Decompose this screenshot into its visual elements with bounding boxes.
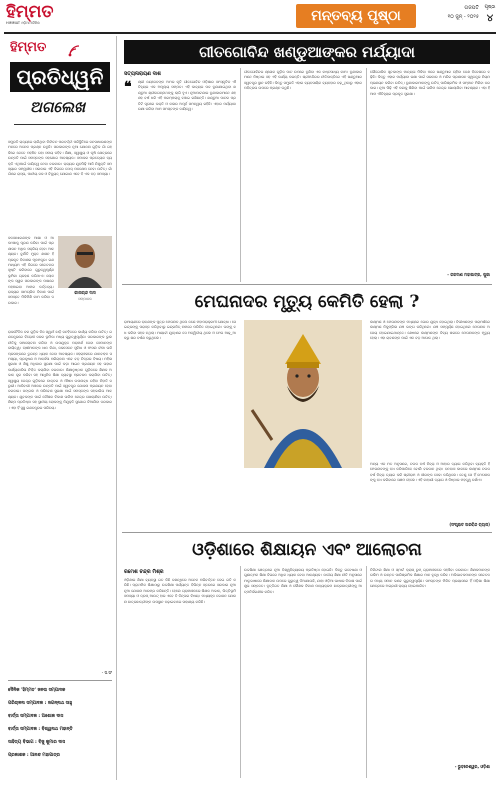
masthead	[0, 0, 500, 32]
article1-headline: ଗୀତଗୋବିନ୍ଦ ଖଣ୍ଡୁଆଙ୍କର ମର୍ଯ୍ୟାଦା	[199, 43, 415, 61]
article1-author-footer: - ଜଗଦୀଶ ମହାପାତ୍ର, ପୁରୀ	[447, 272, 490, 277]
section-title: ମନ୍ତବ୍ୟ ପୃଷ୍ଠା	[311, 8, 401, 24]
editorial-body-1: ସମ୍ପ୍ରତି ରାଜ୍ୟରେ ଚାଲିଥିବା ନିର୍ବାଚନ ପରବର୍ତ୍ତୀ ପରିସ୍ଥିତିରେ ଜନସାଧାରଣଙ୍କ ମନରେ ଅନେକ ପ୍ରଶ୍ନ ଉଠୁଛି। ସରକାରଙ୍କ ନୂଆ ଯୋଜନା ଗୁଡ଼ିକ ଗାଁ ଗହଳିରେ କେତେ ପହଞ୍ଚିବ ତାହା ସମୟ କହିବ। ଶିକ୍ଷା, ସ୍ୱାସ୍ଥ୍ୟ ଓ କୃଷି କ୍ଷେତ୍ରରେ ଉନ୍ନତି ପାଇଁ ସମସ୍ତଙ୍କ ସହଯୋଗ ଆବଶ୍ୟକ। ସମାଜର ପ୍ରତ୍ୟେକ ବ୍ୟକ୍ତି ଏଥିପାଇଁ ଦାୟିତ୍ୱ ନେବା ଦରକାର। ରାଜ୍ୟର ଯୁବପିଢ଼ି ଆଜି ନିଯୁକ୍ତି ସମସ୍ୟାର ସମ୍ମୁଖୀନ। ସରକାର ଏହି ଦିଗରେ ଠୋସ୍ ପଦକ୍ଷେପ ନେବା ଉଚିତ୍। ଗାଁ ଗାଁରେ ରାସ୍ତା, ପାନୀୟ ଜଳ ଓ ବିଦ୍ୟୁତ୍ ଯୋଗାଣ ଏବେ ବି ଏକ ବଡ଼ ସମସ୍ୟା।	[8, 140, 112, 177]
left-column-divider	[116, 36, 117, 780]
article2-author-footer: (ସଂଗୃହୀତ ଅରବିନ୍ଦ ବ୍ୟାସ)	[449, 522, 490, 527]
article1-bottom-rule	[122, 284, 492, 285]
author-photo	[58, 236, 112, 288]
credits-line-2: ପରିଚାଳନା ସମ୍ପାଦକ : ଜଗନ୍ନାଥ ସାହୁ	[8, 701, 73, 706]
column-divider-2	[366, 68, 367, 282]
article1-body-a: ଶ୍ରୀ ଜୟଦେବଙ୍କ ଅମର କୃତି ଗୀତଗୋବିନ୍ଦ ଓଡ଼ିଶାର ସାଂସ୍କୃତିକ ଐତିହ୍ୟର ଏକ ଅମୂଲ୍ୟ ସମ୍ପଦ। ଏହି କାବ୍ୟର ପଦ ବୁଣାଯାଇଥିବା ଖଣ୍ଡୁଆ ଶ୍ରୀଜଗନ୍ନାଥଙ୍କୁ ଲାଗି ହୁଏ। ନୂଆପାଟଣାର ବୁଣାକାରମାନେ ଶହ ଶହ ବର୍ଷ ଧରି ଏହି ପରମ୍ପରାକୁ ବଞ୍ଚାଇ ରଖିଛନ୍ତି। ଖଣ୍ଡୁଆ ପାଟର ପ୍ରତିଟି ସୂତାରେ ଭକ୍ତି ଓ କଳାର ଅପୂର୍ବ ସମନ୍ୱୟ ରହିଛି। ଏହାର ମର୍ଯ୍ୟାଦା ରକ୍ଷା କରିବା ଆମ ସମସ୍ତଙ୍କ ଦାୟିତ୍ୱ।	[138, 80, 236, 112]
section-title-banner	[296, 4, 416, 28]
masthead-logo	[6, 3, 66, 27]
credits-line-1: ଦୈନିକ 'ହିମ୍ମତ' ଜନତା ସମ୍ପାଦକ	[8, 688, 66, 693]
article2-headline: ମେଘନାଦର ମୃତ୍ୟୁ କେମିତି ହେଲା ?	[194, 292, 420, 312]
credits-rule	[8, 680, 112, 681]
article1-headline-bar	[124, 40, 490, 64]
credits-box	[8, 684, 112, 774]
drop-cap-ornament: ❝	[124, 79, 132, 95]
broadcast-icon	[68, 42, 82, 54]
article1-body-b: ଗୀତଗୋବିନ୍ଦର ଶ୍ଳୋକ ଗୁଡ଼ିକ ପାଟ ଉପରେ ବୁଣିବା ଏକ କଷ୍ଟସାଧ୍ୟ କାମ। ବୁଣାକାରମାନେ ନିଷ୍ଠାର ସହ ଏହି କାର୍ଯ୍ୟ କରନ୍ତି। ଶ୍ରୀମନ୍ଦିରର ନୀତିକାନ୍ତିରେ ଏହି ଖଣ୍ଡୁଆର ସ୍ୱତନ୍ତ୍ର ସ୍ଥାନ ରହିଛି। କିନ୍ତୁ ସମ୍ପ୍ରତି ଏହାର ବ୍ୟବସାୟିକ ବ୍ୟବହାର ବଢ଼ୁଥିବାରୁ ଏହାର ପବିତ୍ରତା ଉପରେ ପ୍ରଶ୍ନ ଉଠୁଛି।	[244, 70, 362, 91]
editorial-body-2: ଜନସାଧାରଣଙ୍କ ଆଶା ଓ ଆକାଂକ୍ଷାକୁ ପୂରଣ କରିବା ପାଇଁ ପ୍ରଶାସନ ଅଧିକ ସକ୍ରିୟ ହେବା ଆବଶ୍ୟକ। ଦୁର୍ନୀତି ମୁକ୍ତ ଶାସନ ହିଁ ପ୍ରକୃତ ବିକାଶର ମୂଳମନ୍ତ୍ର। ଗଣମାଧ୍ୟମ ଏହି ଦିଗରେ ସଚେତନତା ସୃଷ୍ଟି କରିବାରେ ଗୁରୁତ୍ୱପୂର୍ଣ୍ଣ ଭୂମିକା ଗ୍ରହଣ କରିଥାଏ। ଲୋକଙ୍କ ସ୍ୱର ସରକାରଙ୍କ ପାଖରେ ପହଞ୍ଚାଇବା ଆମର କର୍ତ୍ତବ୍ୟ। ରାଜ୍ୟର ସାମଗ୍ରିକ ବିକାଶ ପାଇଁ ସମସ୍ତେ ମିଳିମିଶି କାମ କରିବା ଦରକାର।	[8, 236, 54, 305]
logo-text: ହିମ୍ମତ	[6, 2, 54, 22]
logo-sub: HIMMAT ଓଡ଼ିଆ ଦୈନିକ	[6, 21, 40, 25]
masthead-rule	[4, 32, 496, 34]
article3-author-footer: - ଭୁବନେଶ୍ୱର, ଓଡ଼ିଶା	[454, 764, 490, 769]
meghnad-illustration	[244, 320, 362, 468]
article3-headline: ଓଡ଼ିଶାରେ ଶିକ୍ଷାୟନ ଏବଂ ଆଲୋଚନା	[192, 540, 422, 560]
masthead-date: ୧୦ ଜୁନ୍ - ୨୦୨୫	[447, 14, 479, 20]
article2-body-a: ରାମାୟଣରେ ରାବଣଙ୍କ ପୁତ୍ର ମେଘନାଦ ଥିଲେ ଜଣେ ମହାପରାକ୍ରମୀ ଯୋଦ୍ଧା। ସେ ଇନ୍ଦ୍ରଙ୍କୁ ପରାସ୍ତ କରିଥିବାରୁ ଇନ୍ଦ୍ରଜିତ୍ ନାମରେ ପରିଚିତ ହୋଇଥିଲେ। ତାଙ୍କୁ ବଧ କରିବା ସହଜ ନଥିଲା। ମାୟାବୀ ଯୁଦ୍ଧରେ ସେ ଅଦ୍ୱିତୀୟ ଥିଲେ ଓ ମେଘ ଆଢ଼ୁଆଳରୁ ଶର ବର୍ଷଣ କରୁଥିଲେ।	[124, 320, 236, 341]
page-number-block	[482, 4, 498, 28]
brand-box	[8, 38, 112, 134]
brand-line-2: ପ୍ରତିଧ୍ୱନି	[10, 62, 110, 92]
author-role: ସମ୍ପାଦକ	[78, 297, 92, 301]
editorial-body-3: ରାଜନୈତିକ ଦଳ ଗୁଡ଼ିକ ନିଜ ସ୍ୱାର୍ଥ ଛାଡ଼ି ଜନହିତରେ କାର୍ଯ୍ୟ କରିବା ଉଚିତ୍। ଗଣତନ୍ତ୍ରରେ ବିରୋଧୀ ଦଳର ଭୂମିକା ମଧ୍ୟ ଗୁରୁତ୍ୱପୂର୍ଣ୍ଣ। ସରକାରଙ୍କ ଭୁଲ ନୀତିକୁ ସମାଲୋଚନା କରିବା ଓ ଉପଯୁକ୍ତ ପରାମର୍ଶ ଦେବା ସେମାନଙ୍କ ଦାୟିତ୍ୱ। ଚାଷୀମାନଙ୍କ ଧାନ କିଣା, ଜଳସେଚନ ସୁବିଧା ଓ ଫସଲ ବୀମା ଭଳି ପ୍ରସଙ୍ଗରେ ତୁରନ୍ତ ଧ୍ୟାନ ଦେବା ଆବଶ୍ୟକ। ସହରାଞ୍ଚଳରେ ଯାନବାହନ ସମସ୍ୟା, ପ୍ରଦୂଷଣ ଓ ଆବର୍ଜନା ପରିଚାଳନା ଏବେ ବଡ଼ ଚିନ୍ତାର ବିଷୟ। ମହିଳା ସୁରକ୍ଷା ଓ ଶିଶୁ ଅଧିକାର ସୁରକ୍ଷା ପାଇଁ କଡ଼ା ଆଇନ ପ୍ରଣୟନ ସହ ତାହାର କାର୍ଯ୍ୟକାରିତା ନିଶ୍ଚିତ କରାଯିବା ଦରକାର। ଶିକ୍ଷାନୁଷ୍ଠାନ ଗୁଡ଼ିକରେ ଶିକ୍ଷକ ଅଭାବ ଦୂର କରିବା ସହ ଆଧୁନିକ ଶିକ୍ଷା ବ୍ୟବସ୍ଥା ପ୍ରଚଳନ କରାଯିବା ଉଚିତ୍। ସ୍ୱାସ୍ଥ୍ୟ କେନ୍ଦ୍ର ଗୁଡ଼ିକରେ ଡାକ୍ତର ଓ ଔଷଧ ଉପଲବ୍ଧ ରହିବା ନିହାତି ଜରୁରୀ। ଆଦିବାସୀ ଅଞ୍ଚଳର ଉନ୍ନତି ପାଇଁ ସ୍ୱତନ୍ତ୍ର ଯୋଜନା ପ୍ରଣୟନ ହେବା ଦରକାର। ଜଙ୍ଗଲ ଓ ପରିବେଶ ସୁରକ୍ଷା ପାଇଁ ସମସ୍ତଙ୍କ ସହଭାଗିତା ଆବଶ୍ୟକ। ଯୁବକଙ୍କ ପାଇଁ କୌଶଳ ବିକାଶ ତାଲିମ କେନ୍ଦ୍ର ଖୋଲାଯିବା ଉଚିତ୍। ଶିଳ୍ପ ପ୍ରତିଷ୍ଠା ସହ ସ୍ଥାନୀୟ ଲୋକଙ୍କୁ ନିଯୁକ୍ତି ସୁଯୋଗ ଦିଆଯିବା ଦରକାର। ଏହା ହିଁ ସୁସ୍ଥ ଗଣତନ୍ତ୍ରର ପରିଚୟ।	[8, 330, 112, 410]
article1-body-c: ଭୌଗୋଳିକ ସୂଚକାଙ୍କ ମାନ୍ୟତା ମିଳିବା ପରେ ଖଣ୍ଡୁଆର ଚାହିଦା ଦେଶ ବିଦେଶରେ ବଢ଼ିଛି। କିନ୍ତୁ ଏହାର ମର୍ଯ୍ୟାଦା ରକ୍ଷା ପାଇଁ ସରକାର ଓ ମନ୍ଦିର ପ୍ରଶାସନ ସ୍ୱତନ୍ତ୍ର ନିୟମ ପ୍ରଣୟନ କରିବା ଉଚିତ୍। ବୁଣାକାରମାନଙ୍କୁ ଉଚିତ୍ ପାରିଶ୍ରମିକ ଓ ସମ୍ମାନ ମିଳିବା ଦରକାର। ନୂଆ ପିଢ଼ି ଏହି କଳାକୁ ଶିଖିବା ପାଇଁ ତାଲିମ କେନ୍ଦ୍ର ଖୋଲାଯିବା ଆବଶ୍ୟକ। ଏହା ହିଁ ଆମ ଐତିହ୍ୟର ପ୍ରକୃତ ସୁରକ୍ଷା।	[370, 70, 490, 96]
brand-line-1: ହିମ୍ମତ	[10, 40, 47, 55]
editorial-signoff: - ସ.ସଂ	[101, 670, 112, 675]
credits-line-4: ବାର୍ତ୍ତା ସମ୍ପାଦକ : ବିଶ୍ୱନାଥ ମହାନ୍ତି	[8, 727, 73, 732]
credits-line-6: ପ୍ରକାଶକ : ଆନନ୍ଦ ମହାପାତ୍ର	[8, 753, 60, 758]
page-label: ପୃଷ୍ଠା	[484, 5, 496, 10]
credits-line-3: ବାର୍ତ୍ତା ସମ୍ପାଦକ : ଅଶୋକ ଦାସ	[8, 714, 64, 719]
page-number: ୪	[486, 13, 494, 24]
author-name: କାଳାଚାନ୍ଦ ଦାସ	[74, 290, 96, 295]
article2-body-b: ଲକ୍ଷ୍ମଣ ଓ ମେଘନାଦଙ୍କ ମଧ୍ୟରେ ଘୋର ଯୁଦ୍ଧ ହୋଇଥିଲା। ବିଭୀଷଣଙ୍କ ପରାମର୍ଶରେ ଲକ୍ଷ୍ମଣ ନିକୁମ୍ଭିଳା ଯଜ୍ଞ ଭଙ୍ଗ କରିଥିଲେ। ଯଜ୍ଞ ସମ୍ପୂର୍ଣ୍ଣ ହୋଇଥିଲେ ମେଘନାଦ ଅଜେୟ ହୋଇଯାଇଥାନ୍ତେ। ଶେଷରେ ଲକ୍ଷ୍ମଣଙ୍କ ଦିବ୍ୟ ଶରରେ ମେଘନାଦଙ୍କ ମୃତ୍ୟୁ ହେଲା। ଏହା ରାବଣଙ୍କ ପାଇଁ ଏକ ବଡ଼ ଆଘାତ ଥିଲା।	[370, 320, 490, 341]
masthead-city: ଗଜପତି	[464, 5, 479, 11]
brand-line-3: ଅଗଲେଖ	[30, 98, 86, 116]
column-divider-3	[240, 566, 241, 778]
article3-body-a: ଓଡ଼ିଶାର ଶିକ୍ଷା ବ୍ୟବସ୍ଥା ଗତ କିଛି ଦଶନ୍ଧିରେ ଅନେକ ପରିବର୍ତ୍ତନ ଦେଇ ଗତି କରିଛି। ପ୍ରାଥମିକ ଶିକ୍ଷାଠାରୁ ଉଚ୍ଚଶିକ୍ଷା ପର୍ଯ୍ୟନ୍ତ ବିଭିନ୍ନ ସ୍ତରରେ ସରକାର ନୂଆ ନୂଆ ଯୋଜନା ଆରମ୍ଭ କରିଛନ୍ତି। ହେଲେ ଗ୍ରାମାଞ୍ଚଳରେ ଶିକ୍ଷକ ଅଭାବ, ଭିତ୍ତିଭୂମି ସମସ୍ୟା ଓ ଡ୍ରପ୍ ଆଉଟ୍ ହାର ଏବେ ବି ଚିନ୍ତାର ବିଷୟ। ମଧ୍ୟାହ୍ନ ଭୋଜନ ଯୋଜନା ଛାତ୍ରଛାତ୍ରୀଙ୍କ ଉପସ୍ଥାନ ବଢ଼ାଇବାରେ ସାହାଯ୍ୟ କରିଛି।	[124, 578, 236, 604]
article2-bottom-rule	[122, 532, 492, 533]
brand-underline	[14, 124, 106, 125]
article1-byline: ସତ୍ୟନାରାୟଣ ଦାଶ	[124, 71, 161, 77]
column-divider-1	[240, 68, 241, 282]
column-divider-4	[366, 566, 367, 778]
article3-body-b: ଉଚ୍ଚଶିକ୍ଷା କ୍ଷେତ୍ରରେ ନୂଆ ବିଶ୍ୱବିଦ୍ୟାଳୟ ପ୍ରତିଷ୍ଠା ହୋଇଛି। କିନ୍ତୁ ଗବେଷଣା ଓ ଗୁଣାତ୍ମକ ଶିକ୍ଷା ଦିଗରେ ଅଧିକ ଧ୍ୟାନ ଦେବା ଆବଶ୍ୟକ। ଜାତୀୟ ଶିକ୍ଷା ନୀତି ଅନୁସାରେ ମାତୃଭାଷାରେ ଶିକ୍ଷାଦାନ ଉପରେ ଗୁରୁତ୍ୱ ଦିଆଯାଉଛି, ଯାହା ଓଡ଼ିଆ ଭାଷାର ବିକାଶ ପାଇଁ ଶୁଭ ସଙ୍କେତ। ବୃତ୍ତିଗତ ଶିକ୍ଷା ଓ କୌଶଳ ବିକାଶ ପାଠ୍ୟକ୍ରମ ଛାତ୍ରଛାତ୍ରୀଙ୍କୁ ଆତ୍ମନିର୍ଭରଶୀଳ କରିବ।	[244, 568, 362, 594]
article2-body-a-continued	[124, 462, 236, 522]
credits-line-5: ସାହିତ୍ୟ ବିଭାଗ : ବିଜୁ କୁମାର ଦାସ	[8, 740, 66, 745]
article2-body-c: ଅନ୍ୟ ଏକ ମତ ଅନୁସାରେ, ଚଉଦ ବର୍ଷ ନିଦ୍ରା ଓ ଆହାର ତ୍ୟାଗ କରିଥିବା ବ୍ୟକ୍ତି ହିଁ ମେଘନାଦଙ୍କୁ ବଧ କରିପାରିବେ ବୋଲି ବରଦାନ ଥିଲା। ବନବାସ କାଳରେ ଲକ୍ଷ୍ମଣ ଚଉଦ ବର୍ଷ ନିଦ୍ରା ତ୍ୟାଗ କରି ଶ୍ରୀରାମ ଓ ସୀତାଙ୍କ ସେବା କରିଥିଲେ। ତେଣୁ ସେ ହିଁ ମେଘନାଦଙ୍କୁ ବଧ କରିବାରେ ସକ୍ଷମ ହେଲେ। ଏହି କାହାଣୀ ତ୍ୟାଗ ଓ ନିଷ୍ଠାର ମହତ୍ତ୍ୱ ଦର୍ଶାଏ।	[370, 462, 490, 483]
masthead-date-block	[421, 4, 479, 28]
article3-body-c: ଡିଜିଟାଲ ଶିକ୍ଷା ଓ ସ୍ମାର୍ଟ କ୍ଲାସ୍ ରୁମ୍ ଗ୍ରାମାଞ୍ଚଳରେ ପହଞ୍ଚିବା ଦରକାର। ଶିକ୍ଷକମାନଙ୍କ ତାଲିମ ଓ ଉନ୍ନତ ପାରିଶ୍ରମିକ ଶିକ୍ଷାର ମାନ ବୃଦ୍ଧି କରିବ। ଅଭିଭାବକମାନଙ୍କ ସଚେତନତା ମଧ୍ୟ ସମାନ ଭାବେ ଗୁରୁତ୍ୱପୂର୍ଣ୍ଣ। ସମସ୍ତଙ୍କ ମିଳିତ ପ୍ରୟାସରେ ହିଁ ଓଡ଼ିଶା ଶିକ୍ଷା କ୍ଷେତ୍ରରେ ଅଗ୍ରଣୀ ରାଜ୍ୟ ହୋଇପାରିବ।	[370, 568, 490, 589]
article3-byline: ରମେଶ ଚନ୍ଦ୍ର ମିଶ୍ର	[124, 569, 164, 575]
